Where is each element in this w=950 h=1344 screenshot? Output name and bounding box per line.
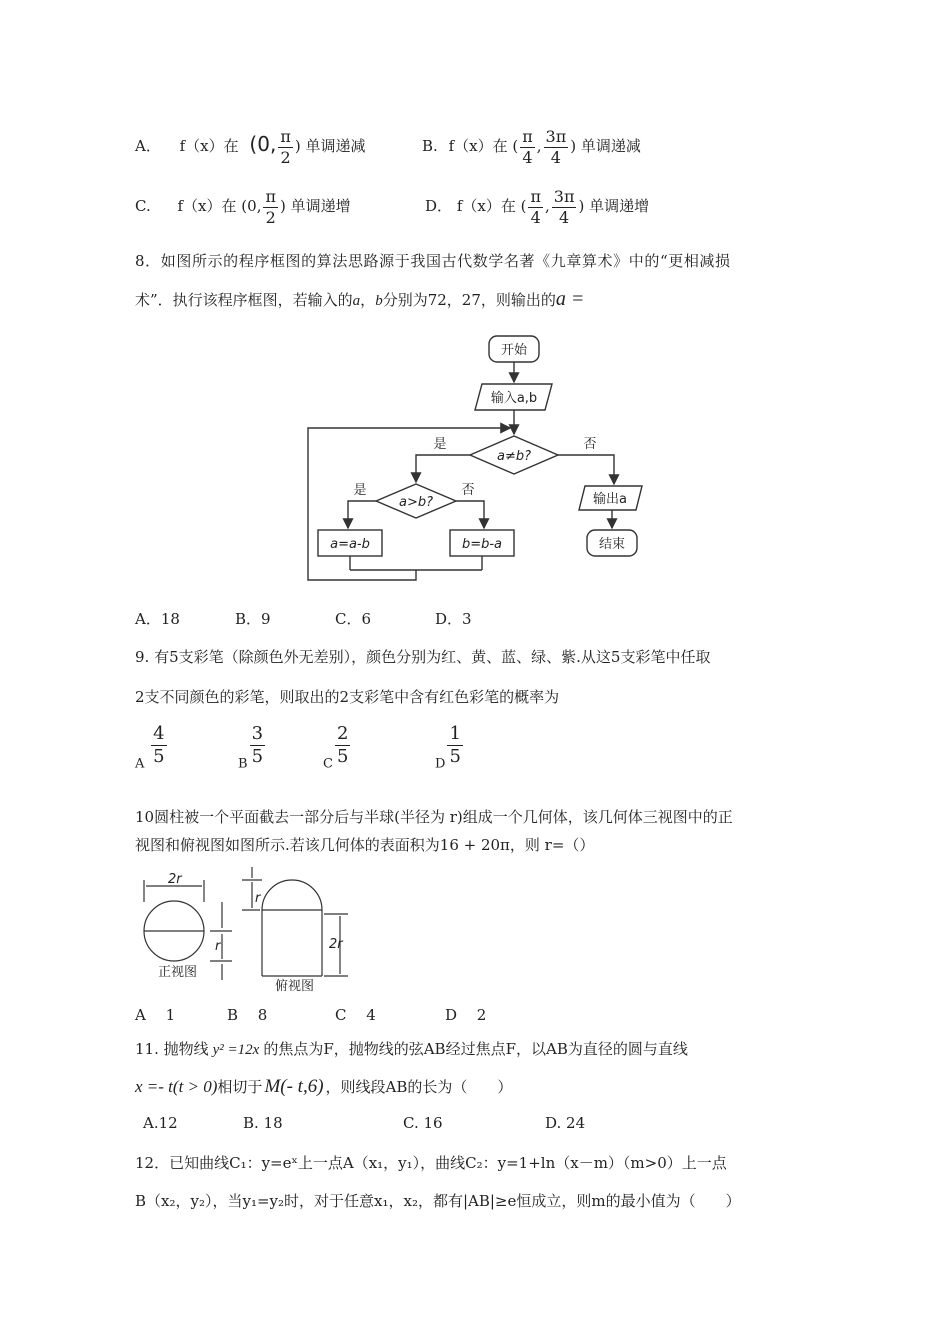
comma: ,	[544, 197, 550, 216]
option-suffix: 单调递减	[580, 137, 641, 156]
option-letter: C	[323, 756, 333, 772]
fraction	[250, 724, 265, 767]
numerator: 4	[153, 723, 165, 744]
option-letter: C.	[135, 197, 151, 216]
fraction	[151, 724, 166, 767]
interval-open: (	[520, 197, 527, 216]
denominator: 5	[251, 745, 264, 767]
interval-open: (0,	[241, 197, 262, 216]
fraction	[263, 188, 278, 226]
equation: y² =12x	[212, 1042, 260, 1058]
three-view-figure	[132, 862, 350, 998]
line-equation: x =- t(t > 0)	[135, 1077, 218, 1096]
numerator: π	[280, 127, 291, 146]
q7-option-b	[422, 128, 641, 166]
denominator: 2	[265, 207, 276, 227]
interval-close: )	[570, 137, 577, 156]
option-d: D．3	[435, 610, 472, 628]
denominator: 5	[153, 745, 165, 767]
numerator: 3π	[545, 127, 567, 146]
q11-line-2	[135, 1076, 512, 1098]
q11-line-1	[135, 1038, 688, 1059]
q12-line-2: B（x₂，y₂），当y₁=y₂时，对于任意x₁，x₂，都有|AB|≥e恒成立，则m的最小值为（ ）	[135, 1192, 741, 1210]
option-text: f（x）在	[179, 137, 239, 156]
numerator: π	[530, 187, 541, 206]
q10-line-2: 视图和俯视图如图所示.若该几何体的表面积为16 + 20π，则 r=（）	[135, 836, 595, 854]
assign-a-label: a=a-b	[330, 537, 370, 552]
q9-line-2: 2支不同颜色的彩笔，则取出的2支彩笔中含有红色彩笔的概率为	[135, 688, 560, 706]
label-2r-top: 2r	[168, 872, 182, 887]
no2-label: 否	[461, 483, 475, 498]
top-view-caption: 俯视图	[275, 979, 315, 994]
numerator: 1	[449, 723, 461, 744]
option-d: D 2	[445, 1006, 487, 1024]
option-c: C．6	[335, 610, 372, 628]
option-text: f（x）在	[456, 197, 516, 216]
q8-options	[135, 608, 472, 629]
label-r-right: r	[255, 891, 261, 906]
option-letter: D	[435, 756, 446, 772]
text: ，则线段AB的长为（ ）	[325, 1078, 513, 1096]
interval-open: (	[512, 137, 519, 156]
option-c: C 4	[335, 1006, 376, 1024]
option-a: A 1	[135, 1006, 176, 1024]
text: 11. 抛物线	[135, 1040, 209, 1058]
option-suffix: 单调递增	[589, 197, 650, 216]
fraction	[335, 724, 350, 767]
option-b: B. 18	[243, 1114, 283, 1132]
option-d: D. 24	[545, 1114, 586, 1132]
start-label: 开始	[500, 343, 528, 358]
q7-option-a	[135, 128, 365, 166]
interval-close: )	[279, 197, 286, 216]
option-c: C. 16	[403, 1114, 443, 1132]
output-expression: a =	[555, 288, 585, 310]
denominator: 5	[449, 745, 461, 767]
front-view-caption: 正视图	[158, 965, 198, 980]
denominator: 4	[559, 207, 570, 227]
var-a: a	[352, 293, 361, 309]
assign-b-label: b=b-a	[461, 537, 503, 552]
q11-options	[143, 1114, 585, 1132]
fraction	[528, 188, 543, 226]
q9-option-a	[135, 724, 169, 771]
numerator: 3	[251, 723, 264, 744]
comma: ,	[536, 137, 542, 156]
denominator: 4	[522, 147, 533, 167]
text: 分别为72，27，则输出的	[382, 291, 556, 309]
input-label: 输入a,b	[490, 391, 538, 406]
q8-line-1: 8．如图所示的程序框图的算法思路源于我国古代数学名著《九章算术》中的“更相减损	[135, 252, 731, 270]
denominator: 5	[336, 745, 349, 767]
q9-option-d	[435, 724, 465, 771]
top-view-arc	[262, 880, 322, 910]
interval-close: )	[294, 137, 301, 156]
fraction	[520, 128, 535, 166]
option-suffix: 单调递减	[305, 137, 366, 156]
option-b: B 8	[227, 1006, 268, 1024]
cond1-label: a≠b?	[496, 449, 532, 464]
text: 的焦点为F，抛物线的弦AB经过焦点F，以AB为直径的圆与直线	[263, 1040, 688, 1058]
interval-open: (0,	[249, 132, 277, 157]
label-2r-right: 2r	[329, 937, 343, 952]
denominator: 4	[550, 147, 561, 167]
numerator: 2	[336, 723, 349, 744]
flowchart	[300, 330, 652, 586]
label-r-left: r	[215, 939, 221, 954]
fraction	[447, 724, 462, 767]
end-label: 结束	[598, 537, 626, 552]
fraction	[278, 128, 293, 166]
option-letter: A．	[135, 137, 161, 156]
text: 相切于	[217, 1078, 263, 1096]
q12-line-1: 12．已知曲线C₁：y=eˣ上一点A（x₁，y₁），曲线C₂：y=1+ln（x－m）（m>0）上一点	[135, 1154, 727, 1172]
text: 术”．执行该程序框图，若输入的	[135, 291, 353, 309]
var-b: b	[375, 293, 383, 309]
option-text: f（x）在	[448, 137, 508, 156]
fraction	[544, 128, 569, 166]
option-suffix: 单调递增	[290, 197, 351, 216]
denominator: 4	[530, 207, 541, 227]
option-letter: A	[135, 756, 145, 772]
separator: ，	[360, 291, 376, 309]
option-letter: B.	[422, 137, 438, 156]
output-label: 输出a	[593, 492, 627, 507]
numerator: π	[265, 187, 276, 206]
option-a: A．18	[135, 610, 180, 628]
option-a: A.12	[143, 1114, 178, 1132]
cond2-label: a>b?	[398, 495, 434, 510]
option-b: B．9	[235, 610, 271, 628]
numerator: 3π	[553, 187, 575, 206]
yes1-label: 是	[433, 437, 447, 452]
interval-close: )	[578, 197, 585, 216]
q9-option-c	[323, 724, 352, 771]
q7-option-c	[135, 188, 351, 226]
numerator: π	[522, 127, 533, 146]
q10-options	[135, 1004, 486, 1025]
q9-option-b	[238, 724, 267, 771]
point-m: M(- t,6)	[264, 1076, 324, 1097]
fraction	[552, 188, 577, 226]
yes2-label: 是	[353, 483, 367, 498]
no1-label: 否	[583, 437, 597, 452]
q10-line-1: 10圆柱被一个平面截去一部分后与半球(半径为 r)组成一个几何体，该几何体三视图中的正	[135, 808, 733, 826]
q8-line-2	[135, 288, 584, 311]
option-letter: B	[238, 756, 248, 772]
denominator: 2	[280, 147, 291, 167]
option-text: f（x）在	[177, 197, 237, 216]
option-letter: D．	[425, 197, 453, 216]
q7-option-d	[425, 188, 649, 226]
q9-line-1: 9. 有5支彩笔（除颜色外无差别），颜色分别为红、黄、蓝、绿、紫.从这5支彩笔中任取	[135, 648, 711, 666]
